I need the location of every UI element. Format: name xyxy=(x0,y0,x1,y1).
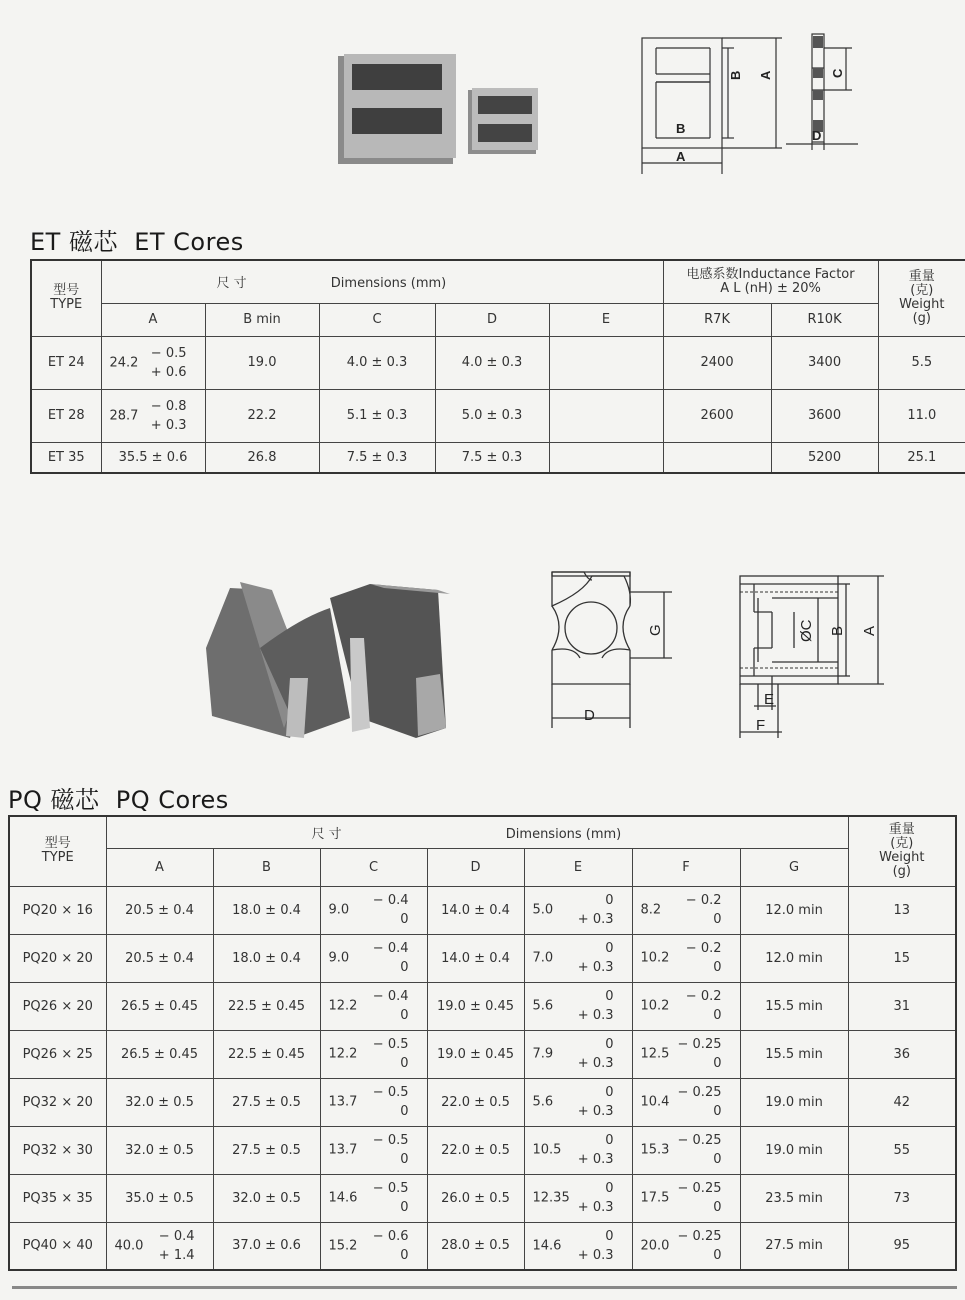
pq-core-photo xyxy=(200,578,460,743)
et-title-cn: ET 磁芯 xyxy=(30,228,118,256)
pq-col-b: B xyxy=(213,848,320,886)
et-r7k-cell xyxy=(663,442,771,473)
et-r10k-cell: 3400 xyxy=(771,336,878,389)
pq-e-cell: 7.0 + 0.3 0 xyxy=(524,934,632,982)
et-c-cell: 7.5 ± 0.3 xyxy=(319,442,435,473)
pq-weight-cell: 36 xyxy=(848,1030,956,1078)
et-a-cell: 35.5 ± 0.6 xyxy=(101,442,205,473)
pq-g-cell: 12.0 min xyxy=(740,934,848,982)
table-row xyxy=(31,442,965,473)
pq-d-cell: 19.0 ± 0.45 xyxy=(427,982,524,1030)
pq-d-cell: 14.0 ± 0.4 xyxy=(427,934,524,982)
pq-diagram-label: ØC xyxy=(798,619,815,642)
pq-g-cell: 19.0 min xyxy=(740,1126,848,1174)
pq-d-cell: 28.0 ± 0.5 xyxy=(427,1222,524,1270)
pq-a-cell: 26.5 ± 0.45 xyxy=(106,982,213,1030)
pq-a-cell: 20.5 ± 0.4 xyxy=(106,934,213,982)
et-b-cell: 19.0 xyxy=(205,336,319,389)
pq-d-cell: 19.0 ± 0.45 xyxy=(427,1030,524,1078)
pq-front-diagram xyxy=(734,570,890,742)
pq-weight-cell: 55 xyxy=(848,1126,956,1174)
et-col-e: E xyxy=(549,303,663,336)
pq-type-cell: PQ32 × 30 xyxy=(9,1126,106,1174)
pq-type-cell: PQ20 × 20 xyxy=(9,934,106,982)
et-diagram-label: D xyxy=(812,128,822,143)
et-col-c: C xyxy=(319,303,435,336)
table-row xyxy=(9,1126,956,1174)
pq-d-cell: 14.0 ± 0.4 xyxy=(427,886,524,934)
et-c-cell: 5.1 ± 0.3 xyxy=(319,389,435,442)
et-b-cell: 22.2 xyxy=(205,389,319,442)
pq-c-cell: 9.0 0 − 0.4 xyxy=(320,886,427,934)
pq-b-cell: 22.5 ± 0.45 xyxy=(213,1030,320,1078)
pq-weight-cell: 13 xyxy=(848,886,956,934)
et-diagram-label: A xyxy=(758,70,773,80)
pq-e-cell: 5.6 + 0.3 0 xyxy=(524,1078,632,1126)
pq-b-cell: 32.0 ± 0.5 xyxy=(213,1174,320,1222)
et-dimension-diagram xyxy=(636,28,866,178)
pq-type-cell: PQ32 × 20 xyxy=(9,1078,106,1126)
pq-side-diagram xyxy=(544,566,674,736)
et-d-cell: 7.5 ± 0.3 xyxy=(435,442,549,473)
et-weight-cell: 25.1 xyxy=(878,442,965,473)
table-row xyxy=(9,982,956,1030)
pq-e-cell: 5.0 + 0.3 0 xyxy=(524,886,632,934)
pq-header-dimensions: 尺 寸 Dimensions (mm) xyxy=(106,816,848,848)
et-col-b: B min xyxy=(205,303,319,336)
et-e-cell xyxy=(549,336,663,389)
pq-b-cell: 37.0 ± 0.6 xyxy=(213,1222,320,1270)
et-type-cell: ET 28 xyxy=(31,389,101,442)
et-r10k-cell: 5200 xyxy=(771,442,878,473)
et-type-cell: ET 24 xyxy=(31,336,101,389)
et-r10k-cell: 3600 xyxy=(771,389,878,442)
et-col-a: A xyxy=(101,303,205,336)
pq-header-weight: 重量 (克) Weight (g) xyxy=(848,816,956,886)
pq-a-cell: 40.0 + 1.4 − 0.4 xyxy=(106,1222,213,1270)
pq-g-cell: 23.5 min xyxy=(740,1174,848,1222)
pq-weight-cell: 73 xyxy=(848,1174,956,1222)
pq-diagram-label: A xyxy=(861,625,878,636)
pq-header-type: 型号 TYPE xyxy=(9,816,106,886)
et-col-d: D xyxy=(435,303,549,336)
pq-e-cell: 5.6 + 0.3 0 xyxy=(524,982,632,1030)
pq-f-cell: 10.2 0 − 0.2 xyxy=(632,934,740,982)
pq-a-cell: 26.5 ± 0.45 xyxy=(106,1030,213,1078)
et-r7k-cell: 2600 xyxy=(663,389,771,442)
et-core-photo xyxy=(330,50,545,170)
et-c-cell: 4.0 ± 0.3 xyxy=(319,336,435,389)
pq-diagram-label: D xyxy=(584,707,595,724)
pq-g-cell: 15.5 min xyxy=(740,982,848,1030)
pq-weight-cell: 15 xyxy=(848,934,956,982)
et-header-inductance: 电感系数Inductance Factor A L (nH) ± 20% xyxy=(663,260,878,303)
pq-b-cell: 27.5 ± 0.5 xyxy=(213,1126,320,1174)
et-section-title xyxy=(30,222,244,257)
pq-b-cell: 22.5 ± 0.45 xyxy=(213,982,320,1030)
table-row xyxy=(9,1174,956,1222)
pq-f-cell: 8.2 0 − 0.2 xyxy=(632,886,740,934)
pq-c-cell: 15.2 0 − 0.6 xyxy=(320,1222,427,1270)
pq-col-d: D xyxy=(427,848,524,886)
pq-e-cell: 10.5 + 0.3 0 xyxy=(524,1126,632,1174)
pq-d-cell: 22.0 ± 0.5 xyxy=(427,1078,524,1126)
table-row xyxy=(9,1030,956,1078)
pq-c-cell: 9.0 0 − 0.4 xyxy=(320,934,427,982)
pq-b-cell: 27.5 ± 0.5 xyxy=(213,1078,320,1126)
et-weight-cell: 11.0 xyxy=(878,389,965,442)
pq-c-cell: 13.7 0 − 0.5 xyxy=(320,1078,427,1126)
et-a-cell: 28.7 + 0.3 − 0.8 xyxy=(101,389,205,442)
pq-type-cell: PQ20 × 16 xyxy=(9,886,106,934)
pq-diagram-label: G xyxy=(647,624,664,636)
pq-e-cell: 7.9 + 0.3 0 xyxy=(524,1030,632,1078)
et-header-weight: 重量 (克) Weight (g) xyxy=(878,260,965,336)
table-row xyxy=(9,1222,956,1270)
pq-type-cell: PQ40 × 40 xyxy=(9,1222,106,1270)
table-row xyxy=(31,389,965,442)
et-col-r10k: R10K xyxy=(771,303,878,336)
pq-col-g: G xyxy=(740,848,848,886)
et-cores-table xyxy=(30,259,965,474)
pq-diagram-label: F xyxy=(756,717,766,734)
table-row xyxy=(9,1078,956,1126)
pq-c-cell: 13.7 0 − 0.5 xyxy=(320,1126,427,1174)
pq-weight-cell: 42 xyxy=(848,1078,956,1126)
et-diagram-label: B xyxy=(728,70,743,80)
table-row xyxy=(9,934,956,982)
pq-title-en: PQ Cores xyxy=(115,786,229,814)
pq-type-cell: PQ26 × 20 xyxy=(9,982,106,1030)
pq-f-cell: 17.5 0 − 0.25 xyxy=(632,1174,740,1222)
pq-col-f: F xyxy=(632,848,740,886)
pq-e-cell: 14.6 + 0.3 0 xyxy=(524,1222,632,1270)
et-diagram-label: C xyxy=(830,68,845,78)
et-diagram-label: B xyxy=(676,121,686,136)
et-d-cell: 4.0 ± 0.3 xyxy=(435,336,549,389)
pq-d-cell: 22.0 ± 0.5 xyxy=(427,1126,524,1174)
et-d-cell: 5.0 ± 0.3 xyxy=(435,389,549,442)
pq-section-title xyxy=(8,780,229,815)
pq-c-cell: 14.6 0 − 0.5 xyxy=(320,1174,427,1222)
pq-f-cell: 10.2 0 − 0.2 xyxy=(632,982,740,1030)
pq-f-cell: 12.5 0 − 0.25 xyxy=(632,1030,740,1078)
et-header-type: 型号 TYPE xyxy=(31,260,101,336)
pq-a-cell: 32.0 ± 0.5 xyxy=(106,1078,213,1126)
et-r7k-cell: 2400 xyxy=(663,336,771,389)
table-row xyxy=(31,336,965,389)
pq-diagram-label: B xyxy=(829,625,846,636)
et-e-cell xyxy=(549,389,663,442)
pq-b-cell: 18.0 ± 0.4 xyxy=(213,934,320,982)
pq-f-cell: 15.3 0 − 0.25 xyxy=(632,1126,740,1174)
et-title-en: ET Cores xyxy=(134,228,244,256)
pq-c-cell: 12.2 0 − 0.5 xyxy=(320,1030,427,1078)
et-e-cell xyxy=(549,442,663,473)
pq-g-cell: 19.0 min xyxy=(740,1078,848,1126)
pq-col-e: E xyxy=(524,848,632,886)
pq-d-cell: 26.0 ± 0.5 xyxy=(427,1174,524,1222)
pq-a-cell: 35.0 ± 0.5 xyxy=(106,1174,213,1222)
pq-g-cell: 15.5 min xyxy=(740,1030,848,1078)
pq-f-cell: 10.4 0 − 0.25 xyxy=(632,1078,740,1126)
pq-a-cell: 20.5 ± 0.4 xyxy=(106,886,213,934)
pq-f-cell: 20.0 0 − 0.25 xyxy=(632,1222,740,1270)
et-diagram-label: A xyxy=(676,149,686,164)
pq-diagram-label: E xyxy=(764,691,775,708)
pq-col-a: A xyxy=(106,848,213,886)
pq-weight-cell: 31 xyxy=(848,982,956,1030)
pq-e-cell: 12.35 + 0.3 0 xyxy=(524,1174,632,1222)
et-weight-cell: 5.5 xyxy=(878,336,965,389)
footer-divider xyxy=(12,1286,957,1289)
pq-cores-table xyxy=(8,815,957,1271)
pq-c-cell: 12.2 0 − 0.4 xyxy=(320,982,427,1030)
pq-a-cell: 32.0 ± 0.5 xyxy=(106,1126,213,1174)
pq-type-cell: PQ26 × 25 xyxy=(9,1030,106,1078)
pq-b-cell: 18.0 ± 0.4 xyxy=(213,886,320,934)
pq-col-c: C xyxy=(320,848,427,886)
pq-title-cn: PQ 磁芯 xyxy=(8,786,100,814)
pq-type-cell: PQ35 × 35 xyxy=(9,1174,106,1222)
pq-g-cell: 12.0 min xyxy=(740,886,848,934)
pq-g-cell: 27.5 min xyxy=(740,1222,848,1270)
et-col-r7k: R7K xyxy=(663,303,771,336)
et-a-cell: 24.2 + 0.6 − 0.5 xyxy=(101,336,205,389)
et-header-dimensions: 尺 寸 Dimensions (mm) xyxy=(101,260,663,303)
et-type-cell: ET 35 xyxy=(31,442,101,473)
et-b-cell: 26.8 xyxy=(205,442,319,473)
table-row xyxy=(9,886,956,934)
pq-weight-cell: 95 xyxy=(848,1222,956,1270)
